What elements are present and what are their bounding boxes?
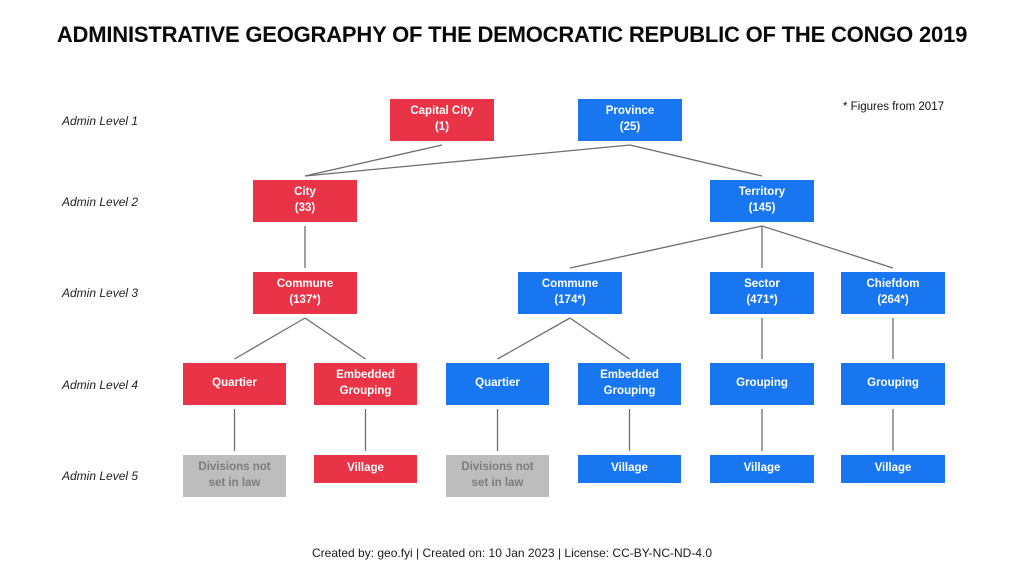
- node-label-line: Chiefdom: [866, 278, 920, 291]
- node-label-line: (145): [748, 202, 776, 214]
- edge-capital-city--city: [305, 145, 442, 176]
- footer-credit: Created by: geo.fyi | Created on: 10 Jan 2023 | License: CC-BY-NC-ND-4.0: [312, 546, 712, 560]
- node-embedded-grouping-commune: [578, 363, 681, 405]
- node-embedded-grouping-city: [314, 363, 417, 405]
- node-label-line: Embedded: [336, 369, 395, 382]
- node-grouping-chiefdom: [841, 363, 945, 405]
- node-label-line: Province: [605, 105, 655, 118]
- node-village-commune: [578, 455, 681, 483]
- edge-territory--chiefdom: [762, 226, 893, 268]
- node-label-line: (471*): [746, 294, 778, 306]
- node-label-line: Village: [743, 462, 781, 475]
- node-label-line: (1): [434, 121, 450, 133]
- edge-commune-city--embedded-grouping-city: [305, 318, 366, 359]
- edge-province--territory: [630, 145, 762, 176]
- figures-note: * Figures from 2017: [843, 101, 944, 113]
- level-label-5: Admin Level 5: [62, 469, 139, 483]
- node-city: [253, 180, 357, 222]
- node-divisions-not-set-city: [183, 455, 286, 497]
- node-label-line: set in law: [208, 477, 261, 489]
- node-label-line: Commune: [541, 278, 599, 291]
- node-label-line: Village: [611, 462, 648, 475]
- node-label-line: Commune: [276, 278, 334, 291]
- node-label-line: Embedded: [600, 369, 659, 382]
- edge-commune-city--quartier-city: [235, 318, 306, 359]
- node-label-line: Grouping: [339, 385, 392, 397]
- node-label-line: Sector: [744, 278, 780, 291]
- node-label-line: Grouping: [867, 377, 919, 390]
- node-label-line: Village: [347, 462, 384, 475]
- edge-province--city: [305, 145, 630, 176]
- node-territory: [710, 180, 814, 222]
- node-grouping-sector: [710, 363, 814, 405]
- node-label-line: (264*): [877, 294, 909, 306]
- node-village-sector: [710, 455, 814, 483]
- level-label-1: Admin Level 1: [62, 114, 139, 128]
- page-title: ADMINISTRATIVE GEOGRAPHY OF THE DEMOCRATIC REPUBLIC OF THE CONGO 2019: [56, 22, 968, 47]
- node-label-line: Capital City: [410, 105, 474, 118]
- edge-territory--commune-territory: [570, 226, 762, 268]
- node-label-line: (33): [294, 202, 316, 214]
- node-label-line: Grouping: [603, 385, 656, 397]
- node-label-line: Quartier: [475, 377, 520, 390]
- edge-commune-territory--quartier-commune: [498, 318, 571, 359]
- node-quartier-commune: [446, 363, 549, 405]
- node-quartier-city: [183, 363, 286, 405]
- level-label-2: Admin Level 2: [62, 195, 139, 209]
- node-chiefdom: [841, 272, 945, 314]
- node-village-chiefdom: [841, 455, 945, 483]
- node-divisions-not-set-commune: [446, 455, 549, 497]
- node-label-line: (137*): [289, 294, 321, 306]
- node-label-line: Divisions not: [461, 461, 534, 474]
- node-province: [578, 99, 682, 141]
- node-capital-city: [390, 99, 494, 141]
- node-label-line: set in law: [471, 477, 524, 489]
- node-label-line: Grouping: [736, 377, 788, 390]
- node-label-line: Divisions not: [198, 461, 271, 474]
- node-label-line: Territory: [738, 186, 786, 199]
- node-label-line: Village: [874, 462, 912, 475]
- node-label-line: Quartier: [212, 377, 257, 390]
- node-commune-city: [253, 272, 357, 314]
- edge-commune-territory--embedded-grouping-commune: [570, 318, 630, 359]
- level-label-4: Admin Level 4: [62, 378, 139, 392]
- level-label-3: Admin Level 3: [62, 286, 139, 300]
- node-label-line: (25): [619, 121, 641, 133]
- node-sector: [710, 272, 814, 314]
- node-label-line: (174*): [554, 294, 586, 306]
- node-label-line: City: [294, 186, 316, 199]
- node-village-city: [314, 455, 417, 483]
- node-commune-territory: [518, 272, 622, 314]
